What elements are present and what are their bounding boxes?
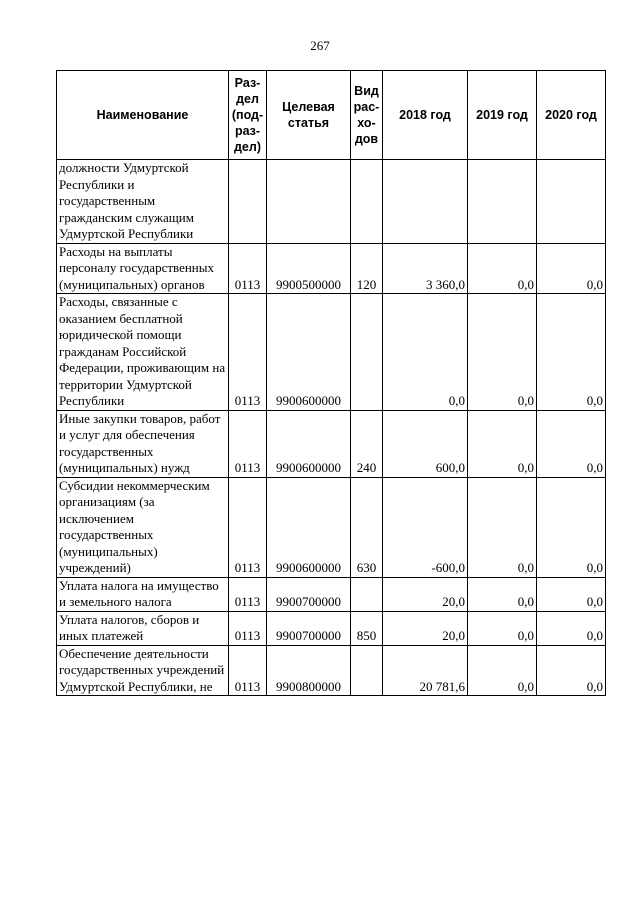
- row-2018: [383, 160, 468, 244]
- row-expense-type: [351, 645, 383, 696]
- row-2018: 20,0: [383, 577, 468, 611]
- table-row: [57, 477, 606, 577]
- row-section: 0113: [229, 645, 267, 696]
- row-target: [267, 160, 351, 244]
- header-name: Наименование: [57, 71, 229, 160]
- header-2018: 2018 год: [383, 71, 468, 160]
- row-expense-type: 120: [351, 243, 383, 294]
- row-target: 9900600000: [267, 410, 351, 477]
- row-section: 0113: [229, 577, 267, 611]
- row-2019: 0,0: [468, 243, 537, 294]
- row-expense-type: [351, 160, 383, 244]
- row-name: Расходы на выплаты персоналу государственных (муниципальных) органов: [57, 243, 229, 294]
- row-name: Обеспечение деятельности государственных учреждений Удмуртской Республики, не: [57, 645, 229, 696]
- header-target: Целевая статья: [267, 71, 351, 160]
- table-row: [57, 410, 606, 477]
- header-expense-type: Вид рас- хо- дов: [351, 71, 383, 160]
- row-2019: 0,0: [468, 294, 537, 411]
- header-section: Раз- дел (под- раз- дел): [229, 71, 267, 160]
- row-2018: 600,0: [383, 410, 468, 477]
- row-2020: 0,0: [537, 645, 606, 696]
- row-name: Уплата налога на имущество и земельного налога: [57, 577, 229, 611]
- row-target: 9900500000: [267, 243, 351, 294]
- row-2020: 0,0: [537, 577, 606, 611]
- row-section: 0113: [229, 477, 267, 577]
- row-section: 0113: [229, 294, 267, 411]
- row-expense-type: [351, 294, 383, 411]
- row-2019: 0,0: [468, 645, 537, 696]
- table-row: [57, 611, 606, 645]
- row-2018: 0,0: [383, 294, 468, 411]
- page-number: 267: [310, 38, 330, 53]
- row-target: 9900600000: [267, 477, 351, 577]
- row-expense-type: 630: [351, 477, 383, 577]
- row-name: должности Удмуртской Республики и государственным гражданским служащим Удмуртской Республики: [57, 160, 229, 244]
- row-2020: 0,0: [537, 477, 606, 577]
- table-header-row: [57, 71, 606, 160]
- row-2019: [468, 160, 537, 244]
- table-row: [57, 294, 606, 411]
- row-section: 0113: [229, 611, 267, 645]
- row-2019: 0,0: [468, 477, 537, 577]
- row-expense-type: 850: [351, 611, 383, 645]
- row-name: Уплата налогов, сборов и иных платежей: [57, 611, 229, 645]
- row-target: 9900800000: [267, 645, 351, 696]
- row-2020: 0,0: [537, 243, 606, 294]
- row-2019: 0,0: [468, 577, 537, 611]
- table-row: [57, 577, 606, 611]
- row-section: 0113: [229, 243, 267, 294]
- table-row: [57, 645, 606, 696]
- row-2018: -600,0: [383, 477, 468, 577]
- row-name: Иные закупки товаров, работ и услуг для обеспечения государственных (муниципальных) нужд: [57, 410, 229, 477]
- row-2019: 0,0: [468, 410, 537, 477]
- budget-table: [56, 70, 606, 696]
- row-expense-type: [351, 577, 383, 611]
- row-expense-type: 240: [351, 410, 383, 477]
- row-2020: 0,0: [537, 294, 606, 411]
- row-name: Расходы, связанные с оказанием бесплатной юридической помощи гражданам Российской Федерации, проживающим на территории Удмуртской Республики: [57, 294, 229, 411]
- row-name: Субсидии некоммерческим организациям (за исключением государственных (муниципальных) учреждений): [57, 477, 229, 577]
- table-row: [57, 160, 606, 244]
- row-2019: 0,0: [468, 611, 537, 645]
- row-2020: 0,0: [537, 410, 606, 477]
- table-row: [57, 243, 606, 294]
- row-2018: 3 360,0: [383, 243, 468, 294]
- header-2020: 2020 год: [537, 71, 606, 160]
- row-2018: 20,0: [383, 611, 468, 645]
- row-section: 0113: [229, 410, 267, 477]
- row-target: 9900700000: [267, 577, 351, 611]
- row-section: [229, 160, 267, 244]
- row-target: 9900700000: [267, 611, 351, 645]
- row-target: 9900600000: [267, 294, 351, 411]
- row-2020: [537, 160, 606, 244]
- row-2018: 20 781,6: [383, 645, 468, 696]
- row-2020: 0,0: [537, 611, 606, 645]
- header-2019: 2019 год: [468, 71, 537, 160]
